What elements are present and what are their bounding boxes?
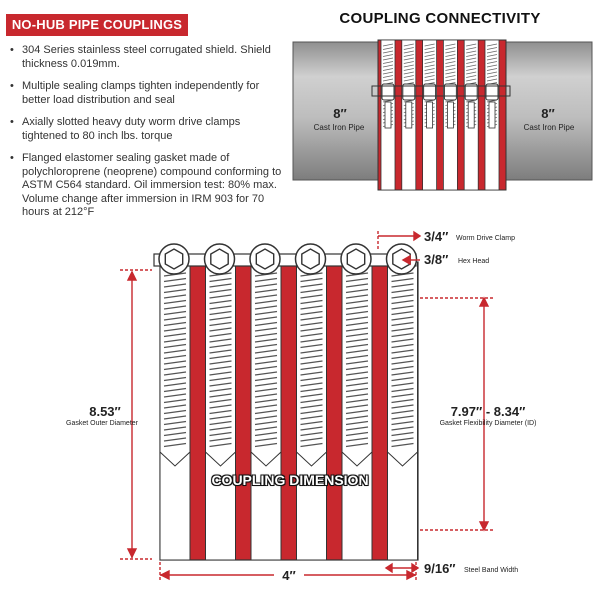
worm-clamp-value: 3/4″	[424, 229, 449, 244]
outer-diameter-value: 8.53″	[89, 404, 121, 419]
width-value: 4″	[274, 568, 304, 583]
clamp-band	[206, 262, 236, 560]
feature-item: • Flanged elastomer sealing gasket made of polychloroprene (neoprene) compound conforming to ASTM C564 standard. Oil immersion test: 80% max. Volume change after immersion in IRM 903 for 70 hours at 212°F	[8, 152, 288, 220]
feature-item: • Multiple sealing clamps tighten independently for better load distribution and seal	[8, 80, 288, 107]
hex-head	[341, 244, 371, 274]
feature-item: • Axially slotted heavy duty worm drive clamps tightened to 80 inch lbs. torque	[8, 116, 288, 143]
hex-head-label: Hex Head	[458, 258, 490, 265]
band-width-label: Steel Band Width	[464, 567, 519, 574]
feature-item: • 304 Series stainless steel corrugated shield. Shield thickness 0.019mm.	[8, 44, 288, 71]
flex-diameter-value: 7.97″ - 8.34″	[450, 404, 526, 419]
title-badge: NO-HUB PIPE COUPLINGS	[6, 14, 188, 36]
clamp-band	[297, 262, 327, 560]
hex-head-value: 3/8″	[424, 252, 449, 267]
dimension-coupling	[154, 244, 418, 560]
left-pipe-size: 8″	[333, 106, 347, 121]
clamp-band	[388, 262, 418, 560]
right-pipe-size: 8″	[541, 106, 555, 121]
hex-bar	[154, 254, 416, 266]
flex-diameter-label: Gasket Flexibility Diameter (ID)	[439, 420, 537, 427]
band-width-value: 9/16″	[424, 561, 456, 576]
hex-head	[250, 244, 280, 274]
clamp-band	[342, 262, 372, 560]
hex-head	[296, 244, 326, 274]
connectivity-coupling	[372, 40, 510, 190]
outer-diameter-label: Gasket Outer Diameter	[66, 420, 138, 427]
clamp-band	[160, 262, 190, 560]
dimension-title: COUPLING DIMENSION	[211, 472, 369, 488]
worm-clamp-label: Worm Drive Clamp	[456, 235, 515, 242]
hex-head	[387, 244, 417, 274]
right-pipe-label: Cast Iron Pipe	[523, 123, 575, 132]
hex-head	[159, 244, 189, 274]
connectivity-title: COUPLING CONNECTIVITY	[339, 10, 541, 27]
clamp-band	[251, 262, 281, 560]
left-pipe-label: Cast Iron Pipe	[313, 123, 365, 132]
hex-head	[205, 244, 235, 274]
